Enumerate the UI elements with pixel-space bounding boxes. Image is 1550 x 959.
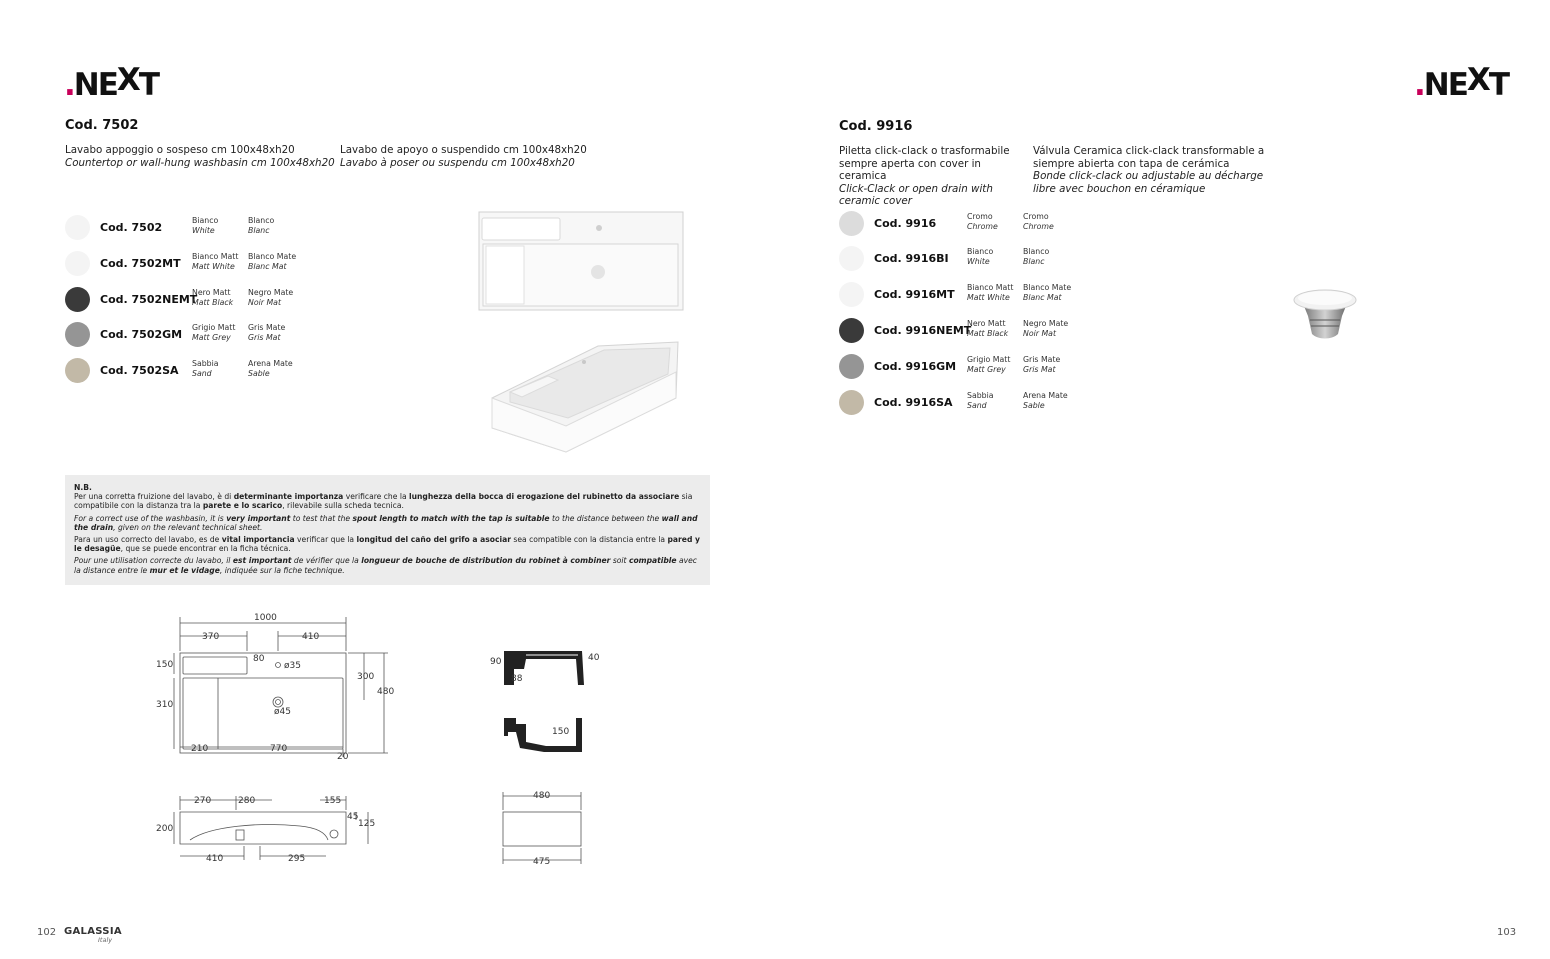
dim-e: 480 — [377, 687, 395, 697]
dim-c: 80 — [253, 654, 265, 664]
brand-logo: GALASSIA — [64, 926, 122, 937]
color-name-es-fr: Negro Mate Noir Mat — [248, 288, 294, 307]
variant-code: Cod. 7502NEMT — [100, 293, 198, 306]
dim-side1-a: 90 — [490, 657, 502, 667]
technical-drawing-end-view — [495, 786, 590, 868]
color-name-it-en: Cromo Chrome — [967, 212, 998, 231]
dim-front-c: 155 — [324, 796, 342, 806]
variant-row — [839, 354, 1099, 380]
variant-row — [65, 322, 325, 348]
product-description-it-en: Lavabo appoggio o sospeso cm 100x48xh20 Countertop or wall-hung washbasin cm 100x48xh20 — [65, 144, 335, 169]
variant-code: Cod. 7502MT — [100, 257, 181, 270]
note-box — [65, 475, 710, 585]
color-name-it-en: Sabbia Sand — [967, 391, 994, 410]
note-title: N.B. — [74, 483, 92, 492]
color-swatch — [839, 211, 864, 236]
product-description-it-en: Piletta click-clack o trasformabile sempre aperta con cover in ceramica Click-Clack or open drain with ceramic cover — [839, 145, 1010, 207]
color-name-es-fr: Blanco Mate Blanc Mat — [1023, 283, 1072, 302]
note-fr: Pour une utilisation correcte du lavabo, il est important de vérifier que la longueur de bouche de distribution du robinet à combiner soit compatible avec la distance entre le mur et le vidage, indiquée sur la fiche technique. — [74, 556, 697, 575]
color-name-es-fr: Blanco Blanc — [1023, 247, 1050, 266]
color-swatch — [65, 215, 90, 240]
color-name-it-en: Bianco White — [967, 247, 994, 266]
color-name-it-en: Nero Matt Matt Black — [967, 319, 1009, 338]
color-name-it-en: Sabbia Sand — [192, 359, 219, 378]
next-logo-right: .NEXT — [1414, 62, 1508, 103]
dim-front-h: 295 — [288, 854, 306, 864]
variant-code: Cod. 7502SA — [100, 364, 179, 377]
color-name-it-en: Bianco Matt Matt White — [967, 283, 1014, 302]
variant-code: Cod. 9916 — [874, 217, 937, 230]
variant-row — [839, 318, 1099, 344]
drain-valve-image — [1292, 286, 1358, 344]
color-swatch — [65, 322, 90, 347]
dim-hole: ø35 — [284, 661, 301, 671]
dim-side1-b: 40 — [588, 653, 600, 663]
variant-row — [65, 287, 325, 313]
dim-front-b: 280 — [238, 796, 256, 806]
color-name-es-fr: Arena Mate Sable — [1023, 391, 1068, 410]
color-swatch — [65, 251, 90, 276]
variant-code: Cod. 9916MT — [874, 288, 955, 301]
color-swatch — [839, 354, 864, 379]
product-title: Cod. 9916 — [839, 119, 913, 134]
variant-code: Cod. 9916GM — [874, 360, 957, 373]
color-swatch — [65, 358, 90, 383]
variant-row — [839, 390, 1099, 416]
note-it: Per una corretta fruizione del lavabo, è di determinante importanza verificare che la lunghezza della bocca di erogazione del rubinetto da associare sia compatibile con la distanza tra la parete e lo scarico, rilevabile sulla scheda tecnica. — [74, 492, 693, 511]
color-name-es-fr: Arena Mate Sable — [248, 359, 293, 378]
variant-row — [65, 358, 325, 384]
dim-b: 410 — [302, 632, 320, 642]
dim-front-d: 200 — [156, 824, 174, 834]
dim-width: 1000 — [254, 613, 277, 623]
color-name-it-en: Grigio Matt Matt Grey — [967, 355, 1011, 374]
washbasin-perspective-image — [488, 340, 684, 456]
color-name-es-fr: Gris Mate Gris Mat — [248, 323, 286, 342]
dim-side1-c: 88 — [511, 674, 523, 684]
technical-drawing-front-view — [150, 790, 380, 868]
product-description-es-fr: Lavabo de apoyo o suspendido cm 100x48xh20 Lavabo à poser ou suspendu cm 100x48xh20 — [340, 144, 587, 169]
color-name-es-fr: Negro Mate Noir Mat — [1023, 319, 1069, 338]
color-swatch — [839, 246, 864, 271]
dim-a: 370 — [202, 632, 220, 642]
color-name-it-en: Nero Matt Matt Black — [192, 288, 234, 307]
color-swatch — [65, 287, 90, 312]
next-logo-left: .NEXT — [64, 62, 158, 103]
variant-code: Cod. 7502GM — [100, 328, 183, 341]
variant-code: Cod. 9916BI — [874, 252, 949, 265]
dim-g: 210 — [191, 744, 209, 754]
variant-row — [65, 215, 325, 241]
color-name-es-fr: Blanco Blanc — [248, 216, 275, 235]
technical-drawing-side-section-2 — [486, 712, 606, 760]
color-name-es-fr: Gris Mate Gris Mat — [1023, 355, 1061, 374]
color-name-es-fr: Blanco Mate Blanc Mat — [248, 252, 297, 271]
dim-front-f: 125 — [358, 819, 376, 829]
variant-row — [839, 246, 1099, 272]
variant-code: Cod. 9916NEMT — [874, 324, 972, 337]
product-description-es-fr: Válvula Ceramica click-clack transformable a siempre abierta con tapa de cerámica Bonde click-clack ou adjustable au décharge libre avec bouchon en céramique — [1033, 145, 1265, 195]
note-en: For a correct use of the washbasin, it is very important to test that the spout length to match with the tap is suitable to the distance between the wall and the drain, given on the relevant technical sheet. — [74, 513, 698, 532]
dim-end-a: 480 — [533, 791, 551, 801]
color-swatch — [839, 282, 864, 307]
color-name-it-en: Bianco White — [192, 216, 219, 235]
dim-front-e: 45 — [347, 812, 359, 822]
dim-h1: 150 — [156, 660, 174, 670]
variant-code: Cod. 7502 — [100, 221, 163, 234]
dim-h: 770 — [270, 744, 288, 754]
color-name-it-en: Bianco Matt Matt White — [192, 252, 239, 271]
dim-d: 300 — [357, 672, 375, 682]
color-swatch — [839, 318, 864, 343]
technical-drawing-side-section-1 — [486, 645, 606, 693]
variant-code: Cod. 9916SA — [874, 396, 953, 409]
page-number-left: 102 — [37, 927, 57, 938]
dim-i: 20 — [337, 752, 349, 762]
washbasin-top-view-image — [478, 210, 684, 312]
dim-end-b: 475 — [533, 857, 551, 867]
note-es: Para un uso correcto del lavabo, es de vital importancia verificar que la longitud del caño del grifo a asociar sea compatible con la distancia entre la pared y le desagüe, que se puede encontrar en la ficha técnica. — [74, 535, 700, 554]
variant-row — [839, 282, 1099, 308]
color-name-es-fr: Cromo Chrome — [1023, 212, 1054, 231]
dim-front-g: 410 — [206, 854, 224, 864]
technical-drawing-top-view — [150, 605, 410, 765]
variant-row — [839, 211, 1099, 237]
brand-subtitle: Italy — [98, 936, 113, 944]
color-name-it-en: Grigio Matt Matt Grey — [192, 323, 236, 342]
dim-drain: ø45 — [274, 707, 291, 717]
color-swatch — [839, 390, 864, 415]
product-title: Cod. 7502 — [65, 118, 139, 133]
dim-side2-a: 150 — [552, 727, 570, 737]
page-number-right: 103 — [1497, 927, 1517, 938]
variant-row — [65, 251, 325, 277]
dim-front-a: 270 — [194, 796, 212, 806]
dim-f: 310 — [156, 700, 174, 710]
